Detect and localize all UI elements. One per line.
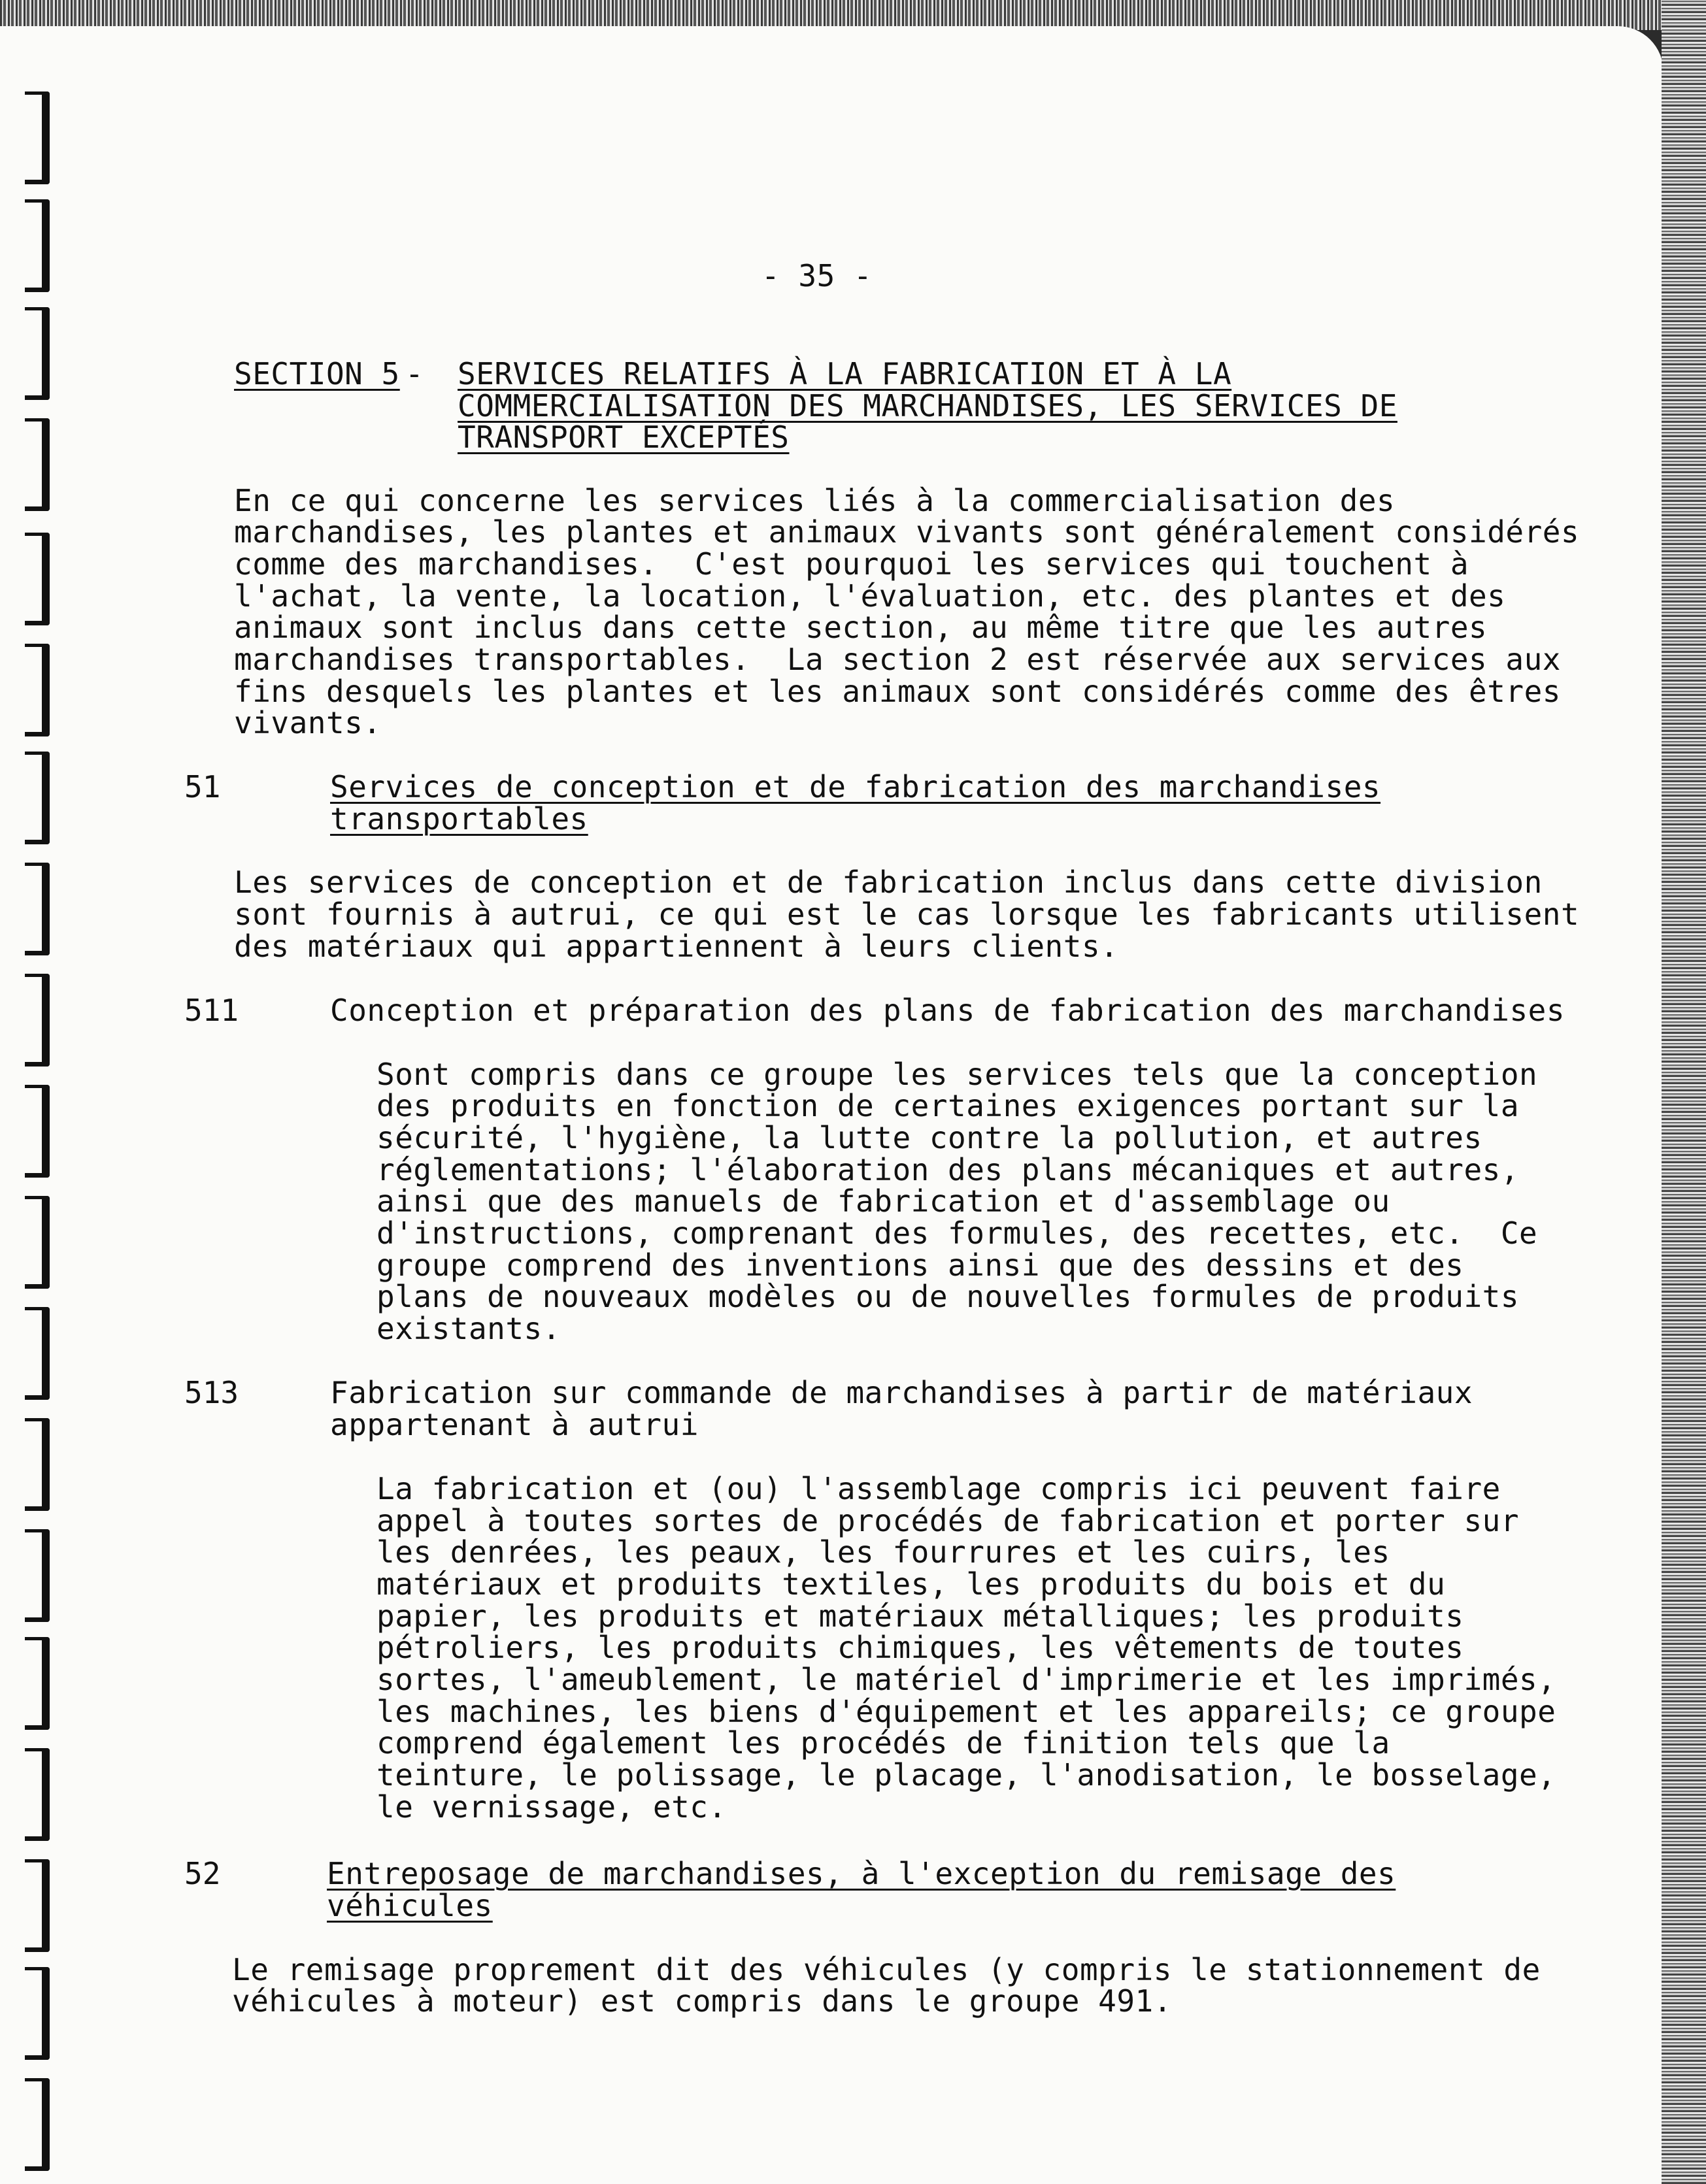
division-title-line: véhicules xyxy=(327,1888,493,1923)
binder-mark xyxy=(25,1748,50,1841)
group-title-line: Fabrication sur commande de marchandises à partir de matériaux xyxy=(330,1375,1473,1410)
binder-mark xyxy=(25,418,50,511)
body-line: groupe comprend des inventions ainsi que des dessins et des xyxy=(376,1248,1464,1283)
intro-line: fins desquels les plantes et les animaux sont considérés comme des êtres xyxy=(234,674,1561,709)
body-line: ainsi que des manuels de fabrication et d'assemblage ou xyxy=(376,1183,1390,1219)
body-line: véhicules à moteur) est compris dans le groupe 491. xyxy=(232,1983,1172,2019)
group-title-line: appartenant à autrui xyxy=(330,1407,699,1442)
binder-mark xyxy=(25,752,50,844)
binder-mark xyxy=(25,1196,50,1289)
intro-line: marchandises, les plantes et animaux vivants sont généralement considérés xyxy=(234,514,1580,550)
binder-mark xyxy=(25,1085,50,1178)
body-line: appel à toutes sortes de procédés de fabrication et porter sur xyxy=(376,1503,1520,1538)
intro-line: En ce qui concerne les services liés à la commercialisation des xyxy=(234,483,1396,518)
binder-mark xyxy=(25,1418,50,1511)
section-dash: - xyxy=(405,356,424,391)
intro-line: l'achat, la vente, la location, l'évaluation, etc. des plantes et des xyxy=(234,578,1506,614)
division-title-line: Entreposage de marchandises, à l'exception du remisage des xyxy=(327,1856,1396,1891)
body-line: le vernissage, etc. xyxy=(376,1789,727,1825)
body-line: les machines, les biens d'équipement et les appareils; ce groupe xyxy=(376,1694,1556,1729)
body-line: teinture, le polissage, le placage, l'anodisation, le bosselage, xyxy=(376,1757,1556,1793)
intro-line: animaux sont inclus dans cette section, au même titre que les autres xyxy=(234,610,1488,645)
binder-mark xyxy=(25,91,50,184)
section-title-line: COMMERCIALISATION DES MARCHANDISES, LES SERVICES DE xyxy=(458,388,1397,423)
intro-line: comme des marchandises. C'est pourquoi les services qui touchent à xyxy=(234,546,1469,582)
group-code: 511 xyxy=(184,993,239,1028)
body-line: papier, les produits et matériaux métalliques; les produits xyxy=(376,1598,1464,1634)
division-code: 51 xyxy=(184,769,221,804)
group-title: Conception et préparation des plans de fabrication des marchandises xyxy=(330,993,1565,1028)
body-line: La fabrication et (ou) l'assemblage compris ici peuvent faire xyxy=(376,1471,1501,1506)
binder-mark xyxy=(25,533,50,625)
division-title-line: transportables xyxy=(330,801,588,836)
binder-mark xyxy=(25,1529,50,1622)
body-line: sortes, l'ameublement, le matériel d'imprimerie et les imprimés, xyxy=(376,1662,1556,1697)
body-line: pétroliers, les produits chimiques, les vêtements de toutes xyxy=(376,1630,1464,1665)
page-number: - 35 - xyxy=(761,258,873,293)
body-line: existants. xyxy=(376,1311,561,1346)
division-code: 52 xyxy=(184,1856,221,1891)
binder-mark xyxy=(25,974,50,1067)
binder-mark xyxy=(25,307,50,400)
body-line: comprend également les procédés de finition tels que la xyxy=(376,1725,1390,1761)
body-line: Les services de conception et de fabrication inclus dans cette division xyxy=(234,865,1543,900)
body-line: sont fournis à autrui, ce qui est le cas lorsque les fabricants utilisent xyxy=(234,897,1580,932)
binder-mark xyxy=(25,1967,50,2060)
body-line: Le remisage proprement dit des véhicules (y compris le stationnement de xyxy=(232,1952,1541,1987)
body-line: les denrées, les peaux, les fourrures et les cuirs, les xyxy=(376,1534,1390,1570)
scan-right-edge xyxy=(1662,0,1706,2184)
body-line: matériaux et produits textiles, les produits du bois et du xyxy=(376,1566,1446,1602)
binder-mark xyxy=(25,199,50,292)
division-title-line: Services de conception et de fabrication des marchandises xyxy=(330,769,1381,804)
body-line: des matériaux qui appartiennent à leurs clients. xyxy=(234,929,1119,964)
section-title-line: TRANSPORT EXCEPTÉS xyxy=(458,420,790,455)
intro-line: marchandises transportables. La section 2 est réservée aux services aux xyxy=(234,642,1561,677)
body-line: Sont compris dans ce groupe les services tels que la conception xyxy=(376,1057,1538,1092)
binder-mark xyxy=(25,2078,50,2171)
section-label: SECTION 5 xyxy=(234,356,400,391)
body-line: sécurité, l'hygiène, la lutte contre la pollution, et autres xyxy=(376,1120,1482,1155)
body-line: des produits en fonction de certaines exigences portant sur la xyxy=(376,1088,1520,1123)
intro-line: vivants. xyxy=(234,705,382,740)
body-line: d'instructions, comprenant des formules, des recettes, etc. Ce xyxy=(376,1216,1538,1251)
body-line: plans de nouveaux modèles ou de nouvelles formules de produits xyxy=(376,1279,1520,1314)
body-line: réglementations; l'élaboration des plans mécaniques et autres, xyxy=(376,1152,1520,1187)
binder-mark xyxy=(25,1859,50,1952)
group-code: 513 xyxy=(184,1375,239,1410)
binder-mark xyxy=(25,1637,50,1730)
binder-mark xyxy=(25,863,50,955)
binder-mark xyxy=(25,644,50,736)
binder-mark xyxy=(25,1307,50,1400)
section-title-line: SERVICES RELATIFS À LA FABRICATION ET À LA xyxy=(458,356,1232,391)
